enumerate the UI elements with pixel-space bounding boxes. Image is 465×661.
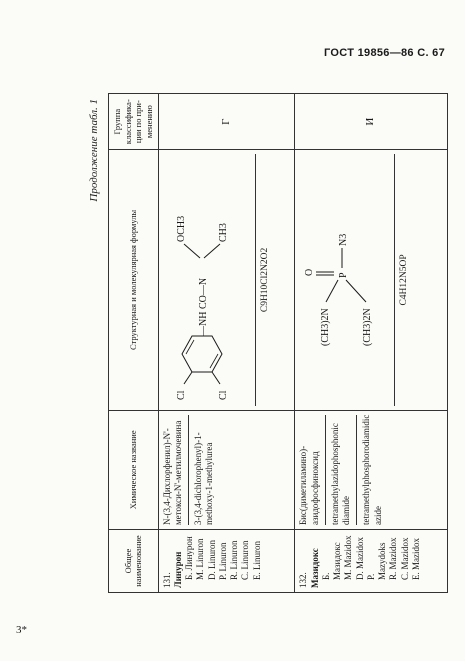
table-row	[295, 94, 448, 593]
synonym: D. Linuron	[206, 540, 217, 580]
ring-bond	[210, 354, 218, 368]
ring-bond	[186, 340, 194, 354]
chem-name-en: tetramethylphosphorodiamidic azide	[356, 415, 384, 525]
table-caption: Продолжение табл. 1	[88, 99, 100, 202]
oxygen-label: O	[304, 268, 316, 276]
synonym: C. Mazidox	[399, 537, 410, 580]
methyl-label: CH3	[217, 222, 229, 242]
common-name: Линурон	[172, 551, 183, 588]
synonym: E. Mazidox	[410, 538, 421, 580]
mazidox-structure	[298, 156, 386, 406]
group-cell: И	[295, 94, 448, 150]
row-132-chem-cell	[295, 410, 448, 529]
n-bond	[204, 244, 220, 258]
row-number: 132.	[298, 572, 309, 588]
molecular-formula: C4H12N5OP	[394, 154, 411, 405]
synonym: P. Mazydoks	[365, 542, 388, 580]
page-header: ГОСТ 19856—86 С. 67	[324, 47, 445, 59]
table-header-row	[109, 94, 159, 593]
data-table	[108, 93, 448, 593]
row-131-name-cell	[158, 530, 295, 593]
methoxy-label: OCH3	[175, 215, 187, 242]
chem-name-en: tetramethylazidophosphonic diamide	[325, 415, 353, 525]
chem-name-en: 3-(3,4-dichlorophenyl)-1-methoxy-1-methylurea	[188, 415, 216, 525]
synonym: E. Linuron	[251, 541, 262, 580]
row-132-name-cell	[295, 530, 448, 593]
phosphorus-label: P	[338, 272, 350, 278]
benzene-ring	[182, 336, 222, 372]
rotated-table-block	[88, 93, 448, 593]
col-header-formula: Структурная и молекулярная формулы	[109, 150, 159, 410]
common-name: Мазидокс	[309, 548, 320, 588]
synonym: Б. Линурон	[184, 536, 194, 580]
dimethylamino-label: (CH3)2N	[320, 307, 332, 346]
table-row	[158, 94, 295, 593]
cl-bond	[212, 372, 220, 384]
col-header-group: Группа классифика-ции по при-менению	[109, 94, 159, 150]
synonym: P. Linuron	[217, 542, 228, 580]
synonym: C. Linuron	[240, 540, 251, 580]
row-132-structure-cell	[295, 150, 448, 410]
row-131-chem-cell	[158, 410, 295, 529]
page-footer-mark: 3*	[16, 624, 27, 636]
synonym: Б. Мазидокс	[320, 542, 343, 580]
molecular-formula: C9H10Cl2N2O2	[255, 154, 272, 405]
synonym: R. Mazidox	[388, 537, 399, 580]
cl-label: Cl	[217, 390, 229, 400]
row-number: 131.	[161, 572, 172, 588]
urea-chain: —NH CO—N	[197, 277, 209, 336]
linuron-structure	[162, 156, 248, 406]
synonym: М. Linuron	[195, 538, 206, 580]
col-header-name: Общее наименование	[109, 530, 159, 593]
col-header-chem: Химическое название	[109, 410, 159, 529]
cl-label: Cl	[175, 390, 187, 400]
synonym: D. Mazidox	[354, 537, 365, 580]
n-bond	[184, 244, 200, 258]
synonym: М. Mazidox	[343, 535, 354, 580]
chem-name-ru: N-(3,4-Дихлорфенил)-N'-метокси-N'-метилмочевина	[161, 420, 183, 526]
synonym: R. Linuron	[229, 540, 239, 580]
azide-label: N3	[338, 233, 350, 246]
chem-name-ru: Бис(диметиламино)-азидофосфиноксид	[298, 445, 320, 526]
dimethylamino-label: (CH3)2N	[362, 307, 374, 346]
row-131-structure-cell	[158, 150, 295, 410]
pn-bond	[326, 280, 338, 302]
pn-bond	[346, 280, 366, 302]
cl-bond	[184, 372, 192, 384]
group-cell: Г	[158, 94, 295, 150]
